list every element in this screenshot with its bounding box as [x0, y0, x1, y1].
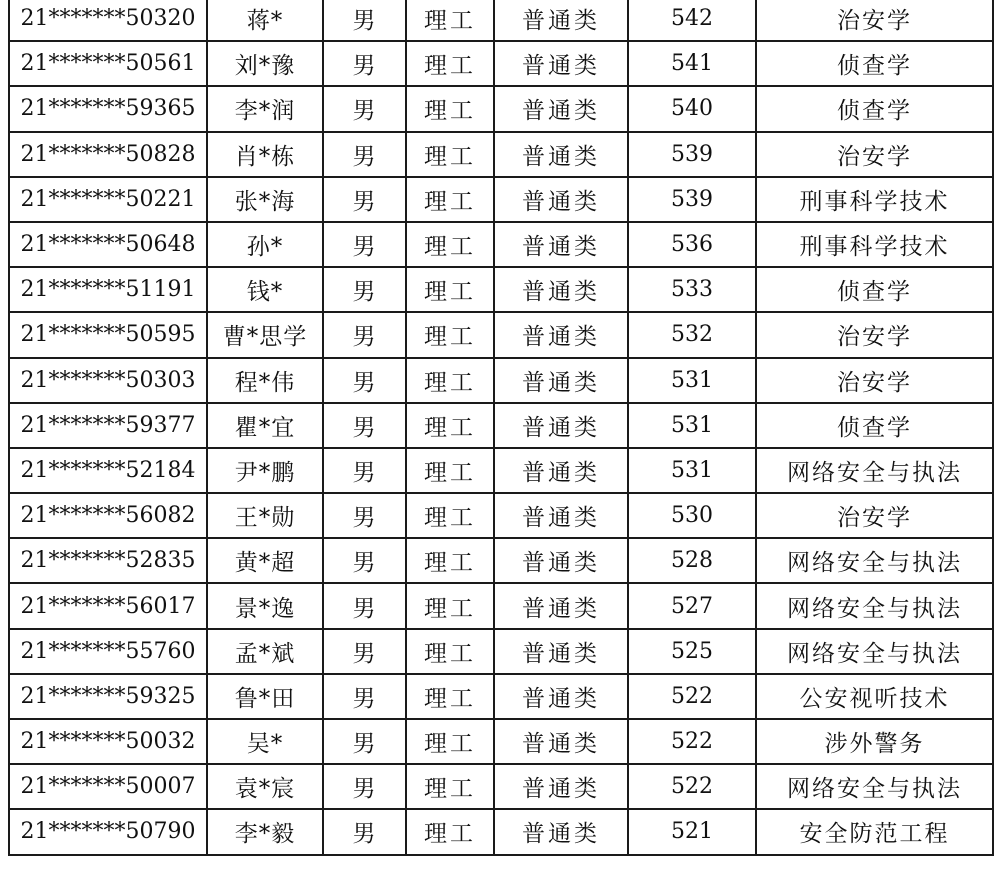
admission-type-cell: 普通类 [494, 358, 628, 403]
score-cell: 522 [628, 764, 756, 809]
gender-cell: 男 [323, 132, 406, 177]
table-row [9, 41, 993, 86]
major-cell: 公安视听技术 [756, 674, 993, 719]
admission-type-cell: 普通类 [494, 41, 628, 86]
major-cell: 侦查学 [756, 86, 993, 131]
name-cell: 孙* [207, 222, 323, 267]
subject-category-cell: 理工 [406, 764, 494, 809]
subject-category-cell: 理工 [406, 448, 494, 493]
major-cell: 治安学 [756, 358, 993, 403]
name-cell: 袁*宸 [207, 764, 323, 809]
major-cell: 网络安全与执法 [756, 583, 993, 628]
subject-category-cell: 理工 [406, 86, 494, 131]
score-cell: 531 [628, 403, 756, 448]
admission-type-cell: 普通类 [494, 0, 628, 41]
gender-cell: 男 [323, 764, 406, 809]
admission-type-cell: 普通类 [494, 629, 628, 674]
subject-category-cell: 理工 [406, 132, 494, 177]
gender-cell: 男 [323, 86, 406, 131]
score-cell: 528 [628, 538, 756, 583]
admission-type-cell: 普通类 [494, 132, 628, 177]
table-row [9, 629, 993, 674]
gender-cell: 男 [323, 267, 406, 312]
subject-category-cell: 理工 [406, 358, 494, 403]
table-row [9, 538, 993, 583]
major-cell: 侦查学 [756, 403, 993, 448]
candidate-id-cell: 21*******52184 [9, 448, 207, 493]
name-cell: 李*润 [207, 86, 323, 131]
candidate-id-cell: 21*******59377 [9, 403, 207, 448]
candidate-id-cell: 21*******56082 [9, 493, 207, 538]
candidate-id-cell: 21*******51191 [9, 267, 207, 312]
name-cell: 张*海 [207, 177, 323, 222]
candidate-id-cell: 21*******59325 [9, 674, 207, 719]
admission-type-cell: 普通类 [494, 267, 628, 312]
name-cell: 孟*斌 [207, 629, 323, 674]
major-cell: 治安学 [756, 493, 993, 538]
subject-category-cell: 理工 [406, 629, 494, 674]
table-row [9, 358, 993, 403]
name-cell: 肖*栋 [207, 132, 323, 177]
subject-category-cell: 理工 [406, 583, 494, 628]
score-cell: 539 [628, 177, 756, 222]
admission-type-cell: 普通类 [494, 222, 628, 267]
gender-cell: 男 [323, 719, 406, 764]
subject-category-cell: 理工 [406, 177, 494, 222]
subject-category-cell: 理工 [406, 493, 494, 538]
table-row [9, 493, 993, 538]
subject-category-cell: 理工 [406, 41, 494, 86]
candidate-id-cell: 21*******50790 [9, 809, 207, 854]
score-cell: 527 [628, 583, 756, 628]
score-cell: 530 [628, 493, 756, 538]
name-cell: 钱* [207, 267, 323, 312]
candidate-id-cell: 21*******50303 [9, 358, 207, 403]
major-cell: 网络安全与执法 [756, 629, 993, 674]
candidate-id-cell: 21*******50828 [9, 132, 207, 177]
name-cell: 王*勋 [207, 493, 323, 538]
gender-cell: 男 [323, 493, 406, 538]
gender-cell: 男 [323, 358, 406, 403]
name-cell: 蒋* [207, 0, 323, 41]
admission-type-cell: 普通类 [494, 403, 628, 448]
score-cell: 522 [628, 719, 756, 764]
major-cell: 侦查学 [756, 267, 993, 312]
admission-type-cell: 普通类 [494, 809, 628, 854]
subject-category-cell: 理工 [406, 0, 494, 41]
candidate-id-cell: 21*******50648 [9, 222, 207, 267]
table-row [9, 132, 993, 177]
candidate-id-cell: 21*******50561 [9, 41, 207, 86]
gender-cell: 男 [323, 629, 406, 674]
major-cell: 安全防范工程 [756, 809, 993, 854]
major-cell: 侦查学 [756, 41, 993, 86]
table-row [9, 222, 993, 267]
table-row [9, 809, 993, 854]
name-cell: 刘*豫 [207, 41, 323, 86]
table-body [9, 0, 993, 855]
subject-category-cell: 理工 [406, 267, 494, 312]
score-cell: 533 [628, 267, 756, 312]
gender-cell: 男 [323, 177, 406, 222]
candidate-id-cell: 21*******50221 [9, 177, 207, 222]
admission-type-cell: 普通类 [494, 493, 628, 538]
subject-category-cell: 理工 [406, 403, 494, 448]
score-cell: 540 [628, 86, 756, 131]
gender-cell: 男 [323, 538, 406, 583]
name-cell: 鲁*田 [207, 674, 323, 719]
gender-cell: 男 [323, 674, 406, 719]
score-cell: 536 [628, 222, 756, 267]
admission-results-table [8, 0, 994, 856]
table-row [9, 719, 993, 764]
gender-cell: 男 [323, 222, 406, 267]
score-cell: 521 [628, 809, 756, 854]
admission-type-cell: 普通类 [494, 177, 628, 222]
gender-cell: 男 [323, 312, 406, 357]
subject-category-cell: 理工 [406, 674, 494, 719]
candidate-id-cell: 21*******52835 [9, 538, 207, 583]
admission-type-cell: 普通类 [494, 448, 628, 493]
table-row [9, 86, 993, 131]
name-cell: 瞿*宜 [207, 403, 323, 448]
subject-category-cell: 理工 [406, 809, 494, 854]
gender-cell: 男 [323, 583, 406, 628]
name-cell: 吴* [207, 719, 323, 764]
major-cell: 刑事科学技术 [756, 177, 993, 222]
gender-cell: 男 [323, 403, 406, 448]
name-cell: 曹*思学 [207, 312, 323, 357]
admission-type-cell: 普通类 [494, 674, 628, 719]
table-row [9, 403, 993, 448]
table-row [9, 312, 993, 357]
name-cell: 黄*超 [207, 538, 323, 583]
score-cell: 531 [628, 448, 756, 493]
gender-cell: 男 [323, 0, 406, 41]
gender-cell: 男 [323, 809, 406, 854]
candidate-id-cell: 21*******50320 [9, 0, 207, 41]
admission-type-cell: 普通类 [494, 312, 628, 357]
table-row [9, 0, 993, 41]
score-cell: 541 [628, 41, 756, 86]
candidate-id-cell: 21*******50595 [9, 312, 207, 357]
subject-category-cell: 理工 [406, 312, 494, 357]
candidate-id-cell: 21*******55760 [9, 629, 207, 674]
major-cell: 治安学 [756, 0, 993, 41]
major-cell: 治安学 [756, 132, 993, 177]
table-row [9, 674, 993, 719]
name-cell: 李*毅 [207, 809, 323, 854]
admission-type-cell: 普通类 [494, 719, 628, 764]
score-cell: 532 [628, 312, 756, 357]
name-cell: 尹*鹏 [207, 448, 323, 493]
score-cell: 542 [628, 0, 756, 41]
major-cell: 网络安全与执法 [756, 764, 993, 809]
score-cell: 531 [628, 358, 756, 403]
major-cell: 刑事科学技术 [756, 222, 993, 267]
candidate-id-cell: 21*******59365 [9, 86, 207, 131]
gender-cell: 男 [323, 448, 406, 493]
admission-type-cell: 普通类 [494, 538, 628, 583]
name-cell: 程*伟 [207, 358, 323, 403]
subject-category-cell: 理工 [406, 719, 494, 764]
major-cell: 涉外警务 [756, 719, 993, 764]
table-row [9, 764, 993, 809]
score-cell: 539 [628, 132, 756, 177]
admission-type-cell: 普通类 [494, 86, 628, 131]
admission-type-cell: 普通类 [494, 764, 628, 809]
gender-cell: 男 [323, 41, 406, 86]
score-cell: 525 [628, 629, 756, 674]
name-cell: 景*逸 [207, 583, 323, 628]
major-cell: 网络安全与执法 [756, 448, 993, 493]
admission-type-cell: 普通类 [494, 583, 628, 628]
table-row [9, 583, 993, 628]
candidate-id-cell: 21*******50007 [9, 764, 207, 809]
candidate-id-cell: 21*******56017 [9, 583, 207, 628]
major-cell: 治安学 [756, 312, 993, 357]
major-cell: 网络安全与执法 [756, 538, 993, 583]
table-row [9, 177, 993, 222]
candidate-id-cell: 21*******50032 [9, 719, 207, 764]
subject-category-cell: 理工 [406, 538, 494, 583]
table-row [9, 448, 993, 493]
table-row [9, 267, 993, 312]
subject-category-cell: 理工 [406, 222, 494, 267]
score-cell: 522 [628, 674, 756, 719]
